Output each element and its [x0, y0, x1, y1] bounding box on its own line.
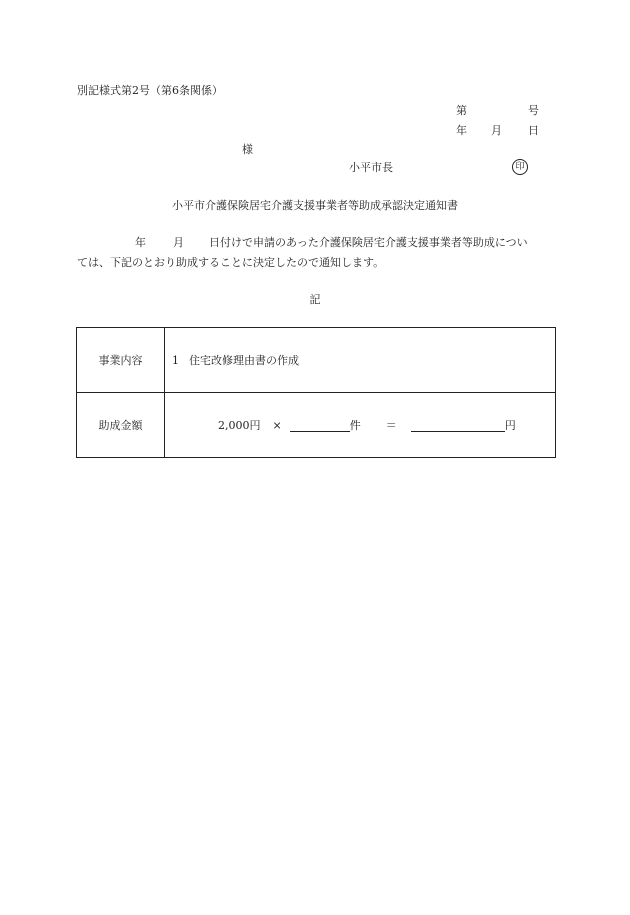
content-label: 事業内容 [77, 328, 165, 392]
detail-table [76, 327, 556, 458]
count-unit: 件 [349, 419, 361, 432]
date-month-label: 月 [491, 124, 502, 137]
document-number-suffix: 号 [528, 104, 539, 117]
issuer-name: 小平市長 [349, 161, 393, 174]
table-row-amount [77, 393, 555, 457]
ki-heading: 記 [309, 293, 321, 306]
times-sign: × [272, 418, 282, 432]
body-line-2: ては、下記のとおり助成することに決定したので通知します。 [77, 256, 385, 269]
total-blank-field[interactable] [411, 419, 505, 432]
body-line-1-text: 日付けで申請のあった介護保険居宅介護支援事業者等助成につい [209, 236, 528, 249]
content-value [165, 328, 555, 392]
amount-label: 助成金額 [77, 393, 165, 457]
amount-formula [165, 393, 555, 457]
document-number-prefix: 第 [456, 104, 467, 117]
form-number: 別記様式第2号（第6条関係） [77, 84, 223, 97]
body-line-1 [77, 233, 557, 253]
seal-stamp: 印 [512, 159, 528, 175]
addressee-honorific: 様 [242, 143, 253, 156]
unit-price: 2,000円 [218, 419, 261, 432]
table-row-content [77, 328, 555, 393]
total-unit: 円 [504, 419, 516, 432]
date-day-label: 日 [528, 124, 539, 137]
document-title: 小平市介護保険居宅介護支援事業者等助成承認決定通知書 [172, 199, 458, 212]
count-blank-field[interactable] [290, 419, 350, 432]
content-item-text: 住宅改修理由書の作成 [189, 354, 299, 367]
body-year-label: 年 [135, 236, 146, 249]
content-item-number: 1 [172, 353, 179, 367]
date-year-label: 年 [456, 124, 467, 137]
body-month-label: 月 [173, 236, 184, 249]
equals-sign: ＝ [385, 419, 397, 432]
